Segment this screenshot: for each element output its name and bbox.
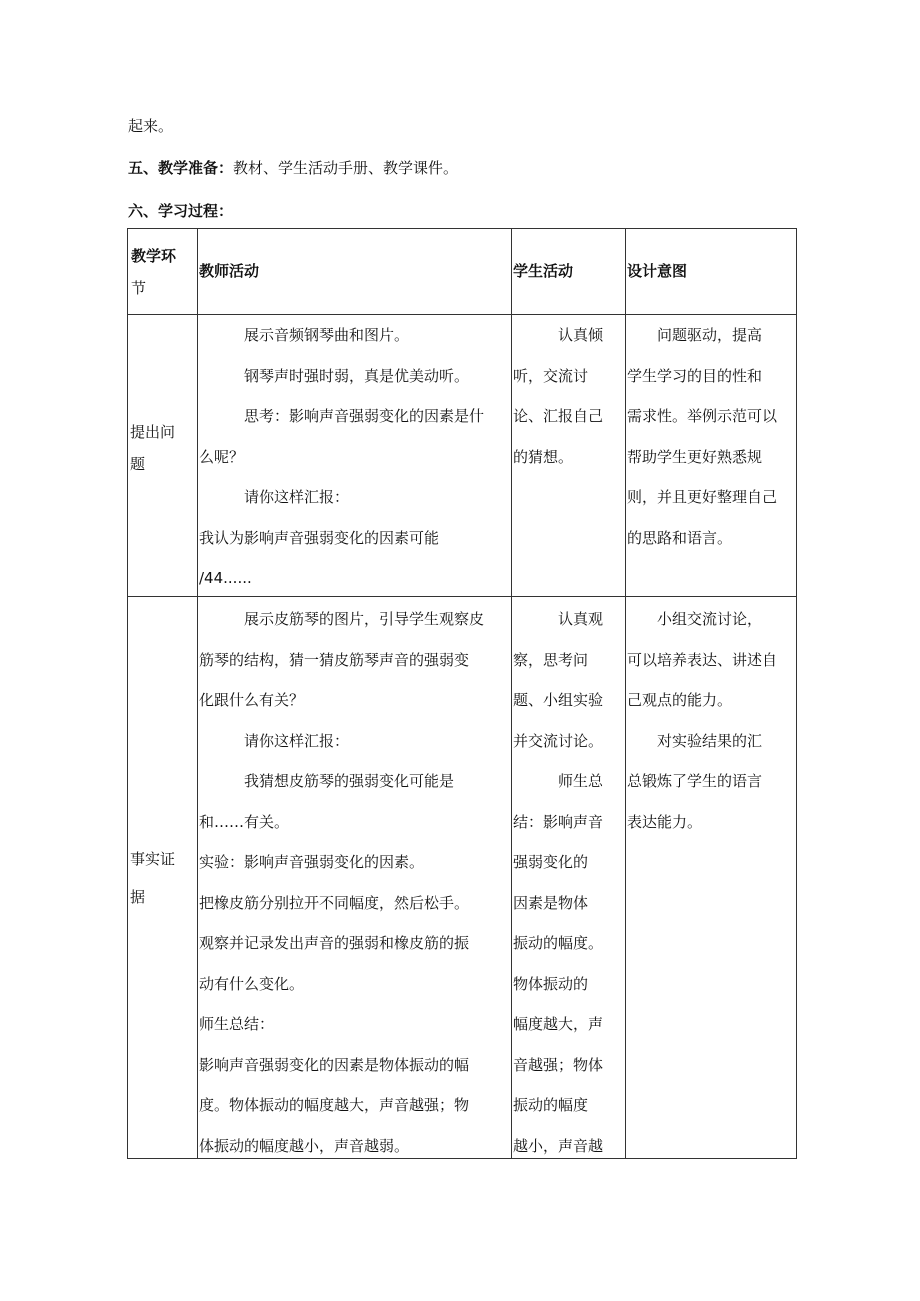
header-stage-line: 节: [131, 279, 147, 297]
teacher-line: 化跟什么有关？: [199, 691, 305, 709]
student-line: 听，交流讨: [513, 366, 589, 385]
student-line: 认真观: [558, 610, 604, 628]
student-line: 察，思考问: [513, 650, 589, 669]
design-line: 可以培养表达、讲述自: [627, 650, 778, 669]
student-line: 并交流讨论。: [513, 731, 604, 750]
stage-line: 题: [130, 455, 146, 473]
design-line: 表达能力。: [627, 812, 703, 831]
student-line: 振动的幅度: [513, 1096, 589, 1114]
student-line: 因素是物体: [513, 893, 589, 912]
design-line: 小组交流讨论，: [657, 610, 763, 628]
teacher-line: 请你这样汇报：: [244, 488, 350, 506]
teacher-activity-raise-question: [199, 315, 509, 599]
header-teacher-activity: 教师活动: [199, 262, 260, 280]
design-intent-raise-question: [627, 315, 795, 558]
teacher-line: 展示音频钢琴曲和图片。: [244, 326, 410, 344]
student-line: 的猜想。: [513, 447, 574, 466]
teacher-line: 师生总结：: [199, 1015, 275, 1033]
student-line: 越小，声音越: [513, 1136, 604, 1155]
lesson-process-table: [127, 228, 797, 1159]
teacher-line: 筋琴的结构，猜一猜皮筋琴声音的强弱变: [199, 650, 470, 669]
teacher-line: 和……有关。: [199, 812, 290, 831]
stage-line: 事实证: [130, 850, 176, 868]
teacher-line: 我猜想皮筋琴的强弱变化可能是: [244, 772, 455, 790]
teacher-line: 请你这样汇报：: [244, 731, 350, 750]
student-line: 振动的幅度。: [513, 934, 604, 952]
design-line: 对实验结果的汇: [657, 731, 763, 750]
column-divider: [625, 229, 626, 1158]
design-line: 需求性。举例示范可以: [627, 407, 778, 425]
design-intent-factual-evidence: [627, 599, 795, 842]
design-line: 的思路和语言。: [627, 528, 733, 547]
prep-heading: 五、教学准备：: [128, 159, 234, 177]
header-student-activity: 学生活动: [513, 262, 574, 280]
student-line: 师生总: [558, 772, 604, 790]
design-line: 帮助学生更好熟悉规: [627, 447, 763, 466]
teacher-activity-factual-evidence: [199, 599, 509, 1166]
student-line: 幅度越大，声: [513, 1015, 604, 1033]
student-line: 强弱变化的: [513, 853, 589, 871]
design-line: 总锻炼了学生的语言: [627, 772, 763, 790]
header-stage: [131, 240, 195, 304]
column-divider: [197, 229, 198, 1158]
row-stage-raise-question: [130, 416, 196, 480]
student-line: 音越强；物体: [513, 1055, 604, 1074]
header-design-intent: 设计意图: [627, 262, 688, 280]
teacher-line: 观察并记录发出声音的强弱和橡皮筋的振: [199, 934, 470, 952]
student-line: 题、小组实验: [513, 691, 604, 709]
teacher-line: 动有什么变化。: [199, 974, 305, 993]
design-line: 则，并且更好整理自己: [627, 488, 778, 506]
row-stage-factual-evidence: [130, 840, 196, 916]
design-line: 己观点的能力。: [627, 691, 733, 709]
teacher-line: /44......: [199, 569, 252, 587]
learning-process-heading: 六、学习过程：: [128, 202, 234, 220]
student-line: 结：影响声音: [513, 812, 604, 831]
teacher-line: 展示皮筋琴的图片，引导学生观察皮: [244, 610, 485, 628]
teacher-line: 实验：影响声音强弱变化的因素。: [199, 853, 425, 871]
student-line: 物体振动的: [513, 974, 589, 993]
student-activity-factual-evidence: [513, 599, 623, 1166]
student-line: 论、汇报自己: [513, 407, 604, 425]
design-line: 问题驱动，提高: [657, 326, 763, 344]
teacher-line: 思考：影响声音强弱变化的因素是什: [244, 407, 485, 425]
teacher-line: 影响声音强弱变化的因素是物体振动的幅: [199, 1055, 470, 1074]
prep-text: 教材、学生活动手册、教学课件。: [233, 159, 459, 177]
header-stage-line: 教学环: [131, 247, 177, 265]
student-activity-raise-question: [513, 315, 623, 477]
column-divider: [511, 229, 512, 1158]
teacher-line: 么呢？: [199, 447, 245, 466]
teacher-line: 钢琴声时强时弱，真是优美动听。: [244, 366, 470, 385]
teacher-line: 把橡皮筋分别拉开不同幅度，然后松手。: [199, 893, 470, 912]
teacher-line: 度。物体振动的幅度越大，声音越强；物: [199, 1096, 470, 1114]
continued-paragraph-end: 起来。: [128, 117, 174, 135]
stage-line: 据: [130, 888, 146, 906]
student-line: 认真倾: [558, 326, 604, 344]
design-line: 学生学习的目的性和: [627, 366, 763, 385]
teaching-preparation: [128, 158, 458, 178]
teacher-line: 体振动的幅度越小，声音越弱。: [199, 1136, 410, 1155]
stage-line: 提出问: [130, 423, 176, 441]
teacher-line: 我认为影响声音强弱变化的因素可能: [199, 528, 440, 547]
